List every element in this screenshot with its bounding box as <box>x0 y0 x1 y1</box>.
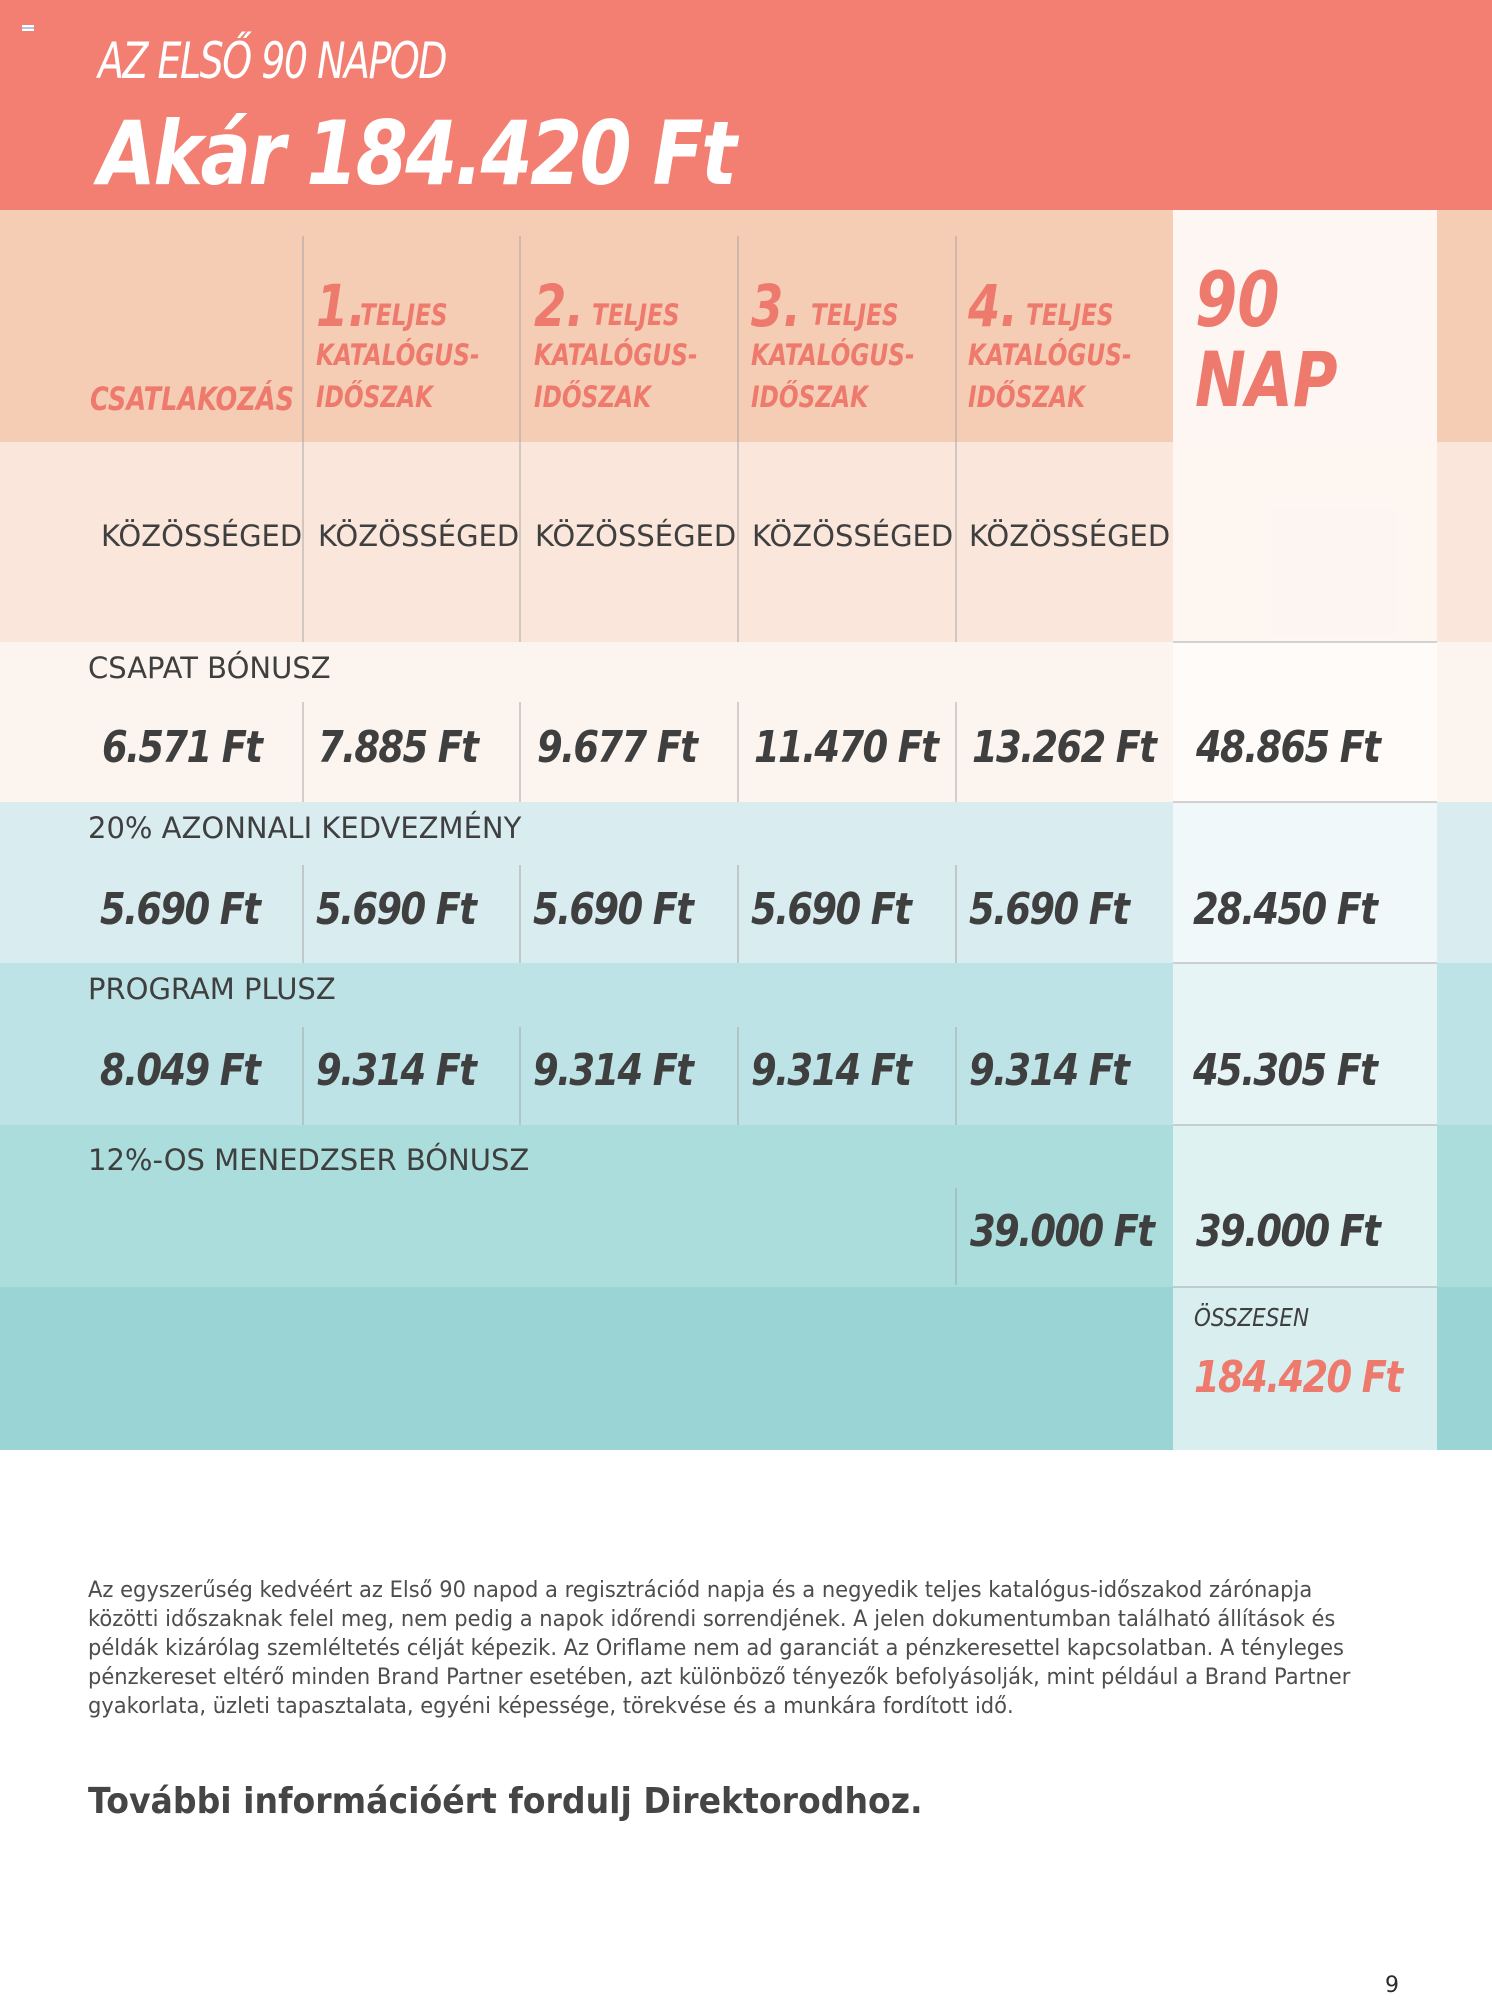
community-cell: KÖZÖSSÉGED <box>535 519 737 553</box>
column-divider <box>302 865 304 963</box>
value-cell: 8.049 Ft <box>100 1045 260 1096</box>
row-label-instant-discount: 20% AZONNALI KEDVEZMÉNY <box>88 811 522 845</box>
column-divider <box>519 1027 521 1125</box>
community-cell: KÖZÖSSÉGED <box>101 519 303 553</box>
column-divider <box>302 236 304 642</box>
community-cell: KÖZÖSSÉGED <box>318 519 520 553</box>
disclaimer-line: pénzkereset eltérő minden Brand Partner esetében, azt különböző tényezők befolyásolják, mint például a Brand Partner <box>88 1665 1351 1690</box>
column-divider <box>519 236 521 642</box>
column-divider <box>955 702 957 802</box>
column-divider <box>519 865 521 963</box>
disclaimer-line: Az egyszerűség kedvéért az Első 90 napod a regisztrációd napja és a negyedik teljes katalógus-időszakod zárónapja <box>88 1578 1313 1603</box>
column-divider <box>737 1027 739 1125</box>
total-cell: 39.000 Ft <box>1196 1206 1380 1257</box>
disclaimer-line: példák kizárólag szemléltetés célját képezik. Az Oriflame nem ad garanciát a pénzkeresettel kapcsolatban. A tényleges <box>88 1636 1344 1661</box>
row-label-program-plus: PROGRAM PLUSZ <box>88 972 336 1006</box>
value-cell: 13.262 Ft <box>972 722 1156 773</box>
column-divider <box>302 702 304 802</box>
column-divider <box>955 1188 957 1285</box>
total-label: ÖSSZESEN <box>1194 1303 1310 1332</box>
value-cell: 5.690 Ft <box>751 884 911 935</box>
page-number: 9 <box>1385 1973 1399 1998</box>
page-title: AZ ELSŐ 90 NAPOD <box>98 32 447 90</box>
column-divider <box>519 702 521 802</box>
value-cell: 11.470 Ft <box>754 722 938 773</box>
value-cell: 9.314 Ft <box>751 1045 911 1096</box>
total-amount: 184.420 Ft <box>1194 1352 1402 1403</box>
column-divider <box>955 1027 957 1125</box>
value-cell: 9.314 Ft <box>316 1045 476 1096</box>
value-cell: 7.885 Ft <box>318 722 478 773</box>
disclaimer-line: gyakorlata, üzleti tapasztalata, egyéni képessége, törekvése és a munkára fordított idő. <box>88 1694 1014 1719</box>
total-row-divider <box>1173 641 1437 643</box>
total-cell: 48.865 Ft <box>1196 722 1380 773</box>
column-divider <box>737 702 739 802</box>
value-cell: 39.000 Ft <box>970 1206 1154 1257</box>
column-divider <box>737 236 739 642</box>
contact-director-text: További információért fordulj Direktorodhoz. <box>88 1781 923 1822</box>
community-cell: KÖZÖSSÉGED <box>752 519 954 553</box>
disclaimer-line: közötti időszaknak felel meg, nem pedig a napok időrendi sorrendjének. A jelen dokumentumban található állítások és <box>88 1607 1336 1632</box>
column-divider <box>955 236 957 642</box>
column-divider <box>955 865 957 963</box>
column-header-join: CSATLAKOZÁS <box>90 380 295 418</box>
value-cell: 5.690 Ft <box>533 884 693 935</box>
value-cell: 5.690 Ft <box>100 884 260 935</box>
total-row-divider <box>1173 1286 1437 1288</box>
disclaimer <box>88 1576 1408 1721</box>
headline-amount: Akár 184.420 Ft <box>98 102 735 205</box>
column-divider <box>302 1027 304 1125</box>
total-row-divider <box>1173 962 1437 964</box>
total-row-divider <box>1173 1124 1437 1126</box>
flag-icon <box>22 25 34 31</box>
value-cell: 9.314 Ft <box>533 1045 693 1096</box>
value-cell: 5.690 Ft <box>969 884 1129 935</box>
value-cell: 6.571 Ft <box>102 722 262 773</box>
value-cell: 5.690 Ft <box>316 884 476 935</box>
value-cell: 9.314 Ft <box>969 1045 1129 1096</box>
row-label-manager-bonus: 12%-OS MENEDZSER BÓNUSZ <box>88 1143 530 1177</box>
total-cell: 45.305 Ft <box>1193 1045 1377 1096</box>
total-cell: 28.450 Ft <box>1193 884 1377 935</box>
value-cell: 9.677 Ft <box>537 722 697 773</box>
column-divider <box>737 865 739 963</box>
total-row-divider <box>1173 801 1437 803</box>
row-label-team-bonus: CSAPAT BÓNUSZ <box>88 651 331 685</box>
community-cell: KÖZÖSSÉGED <box>969 519 1171 553</box>
